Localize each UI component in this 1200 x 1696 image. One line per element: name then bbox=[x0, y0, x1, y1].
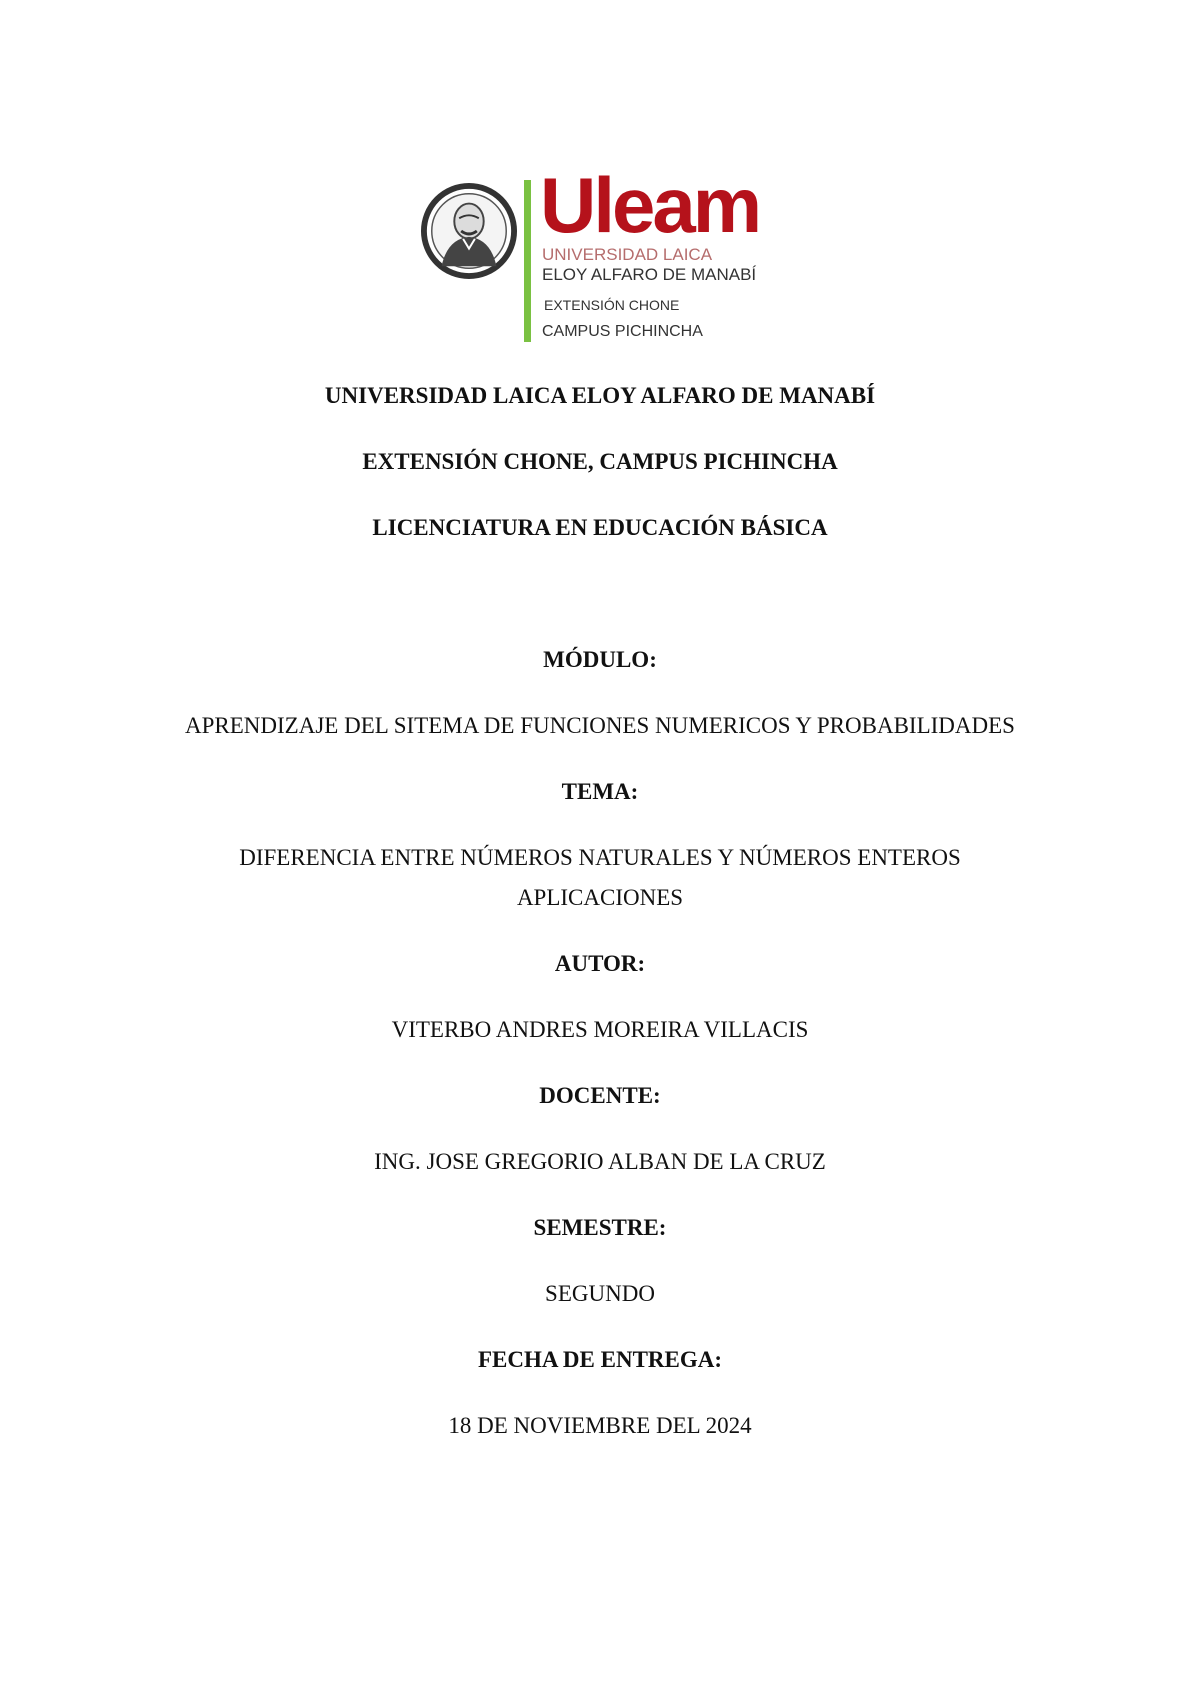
author-value: VITERBO ANDRES MOREIRA VILLACIS bbox=[391, 1017, 809, 1042]
semester-value: SEGUNDO bbox=[545, 1281, 655, 1306]
topic-value-line2: APLICACIONES bbox=[516, 885, 684, 910]
logo-extension: EXTENSIÓN CHONE bbox=[544, 297, 680, 313]
date-value: 18 DE NOVIEMBRE DEL 2024 bbox=[448, 1413, 752, 1438]
topic-value-line1: DIFERENCIA ENTRE NÚMEROS NATURALES Y NÚMEROS ENTEROS bbox=[239, 845, 961, 870]
logo-brand-name: Uleam bbox=[540, 161, 760, 249]
founder-portrait-icon bbox=[420, 182, 518, 280]
semester-label: SEMESTRE: bbox=[533, 1215, 667, 1240]
university-logo bbox=[420, 161, 800, 350]
author-label: AUTOR: bbox=[554, 951, 646, 976]
module-value: APRENDIZAJE DEL SITEMA DE FUNCIONES NUMERICOS Y PROBABILIDADES bbox=[185, 713, 1015, 738]
logo-divider-bar bbox=[524, 180, 531, 342]
extension-name: EXTENSIÓN CHONE, CAMPUS PICHINCHA bbox=[362, 449, 838, 474]
module-label: MÓDULO: bbox=[543, 647, 657, 672]
degree-name: LICENCIATURA EN EDUCACIÓN BÁSICA bbox=[372, 515, 828, 540]
teacher-label: DOCENTE: bbox=[539, 1083, 661, 1108]
logo-founder-line: ELOY ALFARO DE MANABÍ bbox=[542, 265, 757, 284]
university-name: UNIVERSIDAD LAICA ELOY ALFARO DE MANABÍ bbox=[324, 383, 876, 408]
topic-label: TEMA: bbox=[561, 779, 639, 804]
date-label: FECHA DE ENTREGA: bbox=[477, 1347, 723, 1372]
teacher-value: ING. JOSE GREGORIO ALBAN DE LA CRUZ bbox=[374, 1149, 826, 1174]
logo-campus: CAMPUS PICHINCHA bbox=[542, 323, 703, 340]
logo-university-line: UNIVERSIDAD LAICA bbox=[542, 245, 713, 264]
